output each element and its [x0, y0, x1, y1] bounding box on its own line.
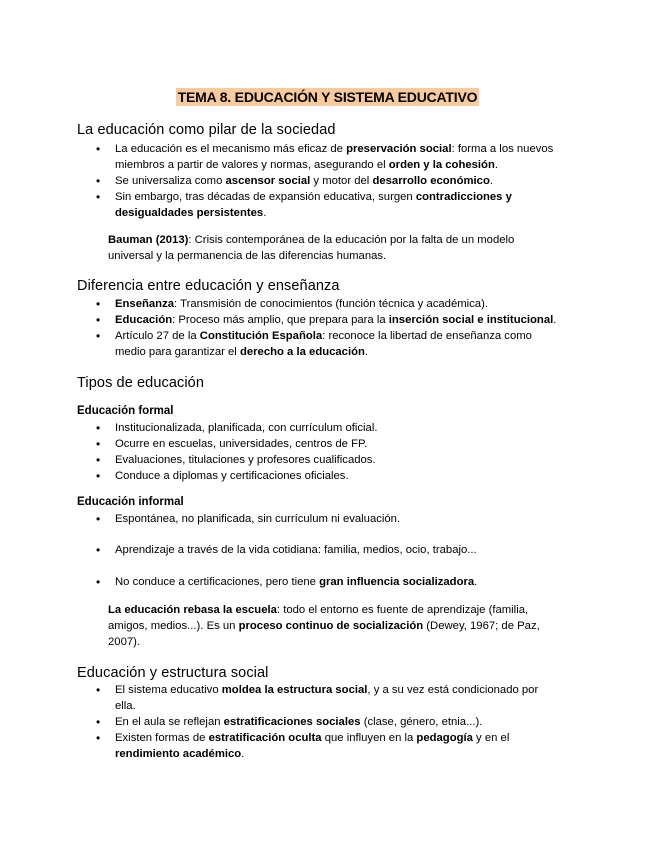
list-item: • Enseñanza: Transmisión de conocimientos (función técnica y académica). [77, 296, 577, 312]
section-estructura-list [77, 682, 577, 762]
list-item: • Artículo 27 de la Constitución Española: reconoce la libertad de enseñanza como medio para garantizar el derecho a la educación. [77, 328, 577, 360]
rebasa-note: La educación rebasa la escuela: todo el entorno es fuente de aprendizaje (familia, amigos, medios...). Es un proceso continuo de socialización (Dewey, 1967; de Paz, 2007). [108, 604, 540, 648]
formal-list [77, 420, 577, 484]
list-item: • No conduce a certificaciones, pero tiene gran influencia socializadora. [77, 574, 577, 590]
list-item: • Evaluaciones, titulaciones y profesores cualificados. [77, 452, 577, 468]
section-heading-tipos: Tipos de educación [77, 375, 205, 391]
subheading-informal: Educación informal [77, 496, 184, 508]
list-item: • Conduce a diplomas y certificaciones oficiales. [77, 468, 577, 484]
list-item: • Ocurre en escuelas, universidades, centros de FP. [77, 436, 577, 452]
list-item: • Espontánea, no planificada, sin currículum ni evaluación. [77, 511, 577, 527]
section-heading-diferencia: Diferencia entre educación y enseñanza [77, 278, 340, 294]
section-heading-estructura: Educación y estructura social [77, 665, 269, 681]
bauman-note: Bauman (2013): Crisis contemporánea de la educación por la falta de un modelo universal y la permanencia de las diferencias humanas. [108, 234, 515, 262]
list-item: • Sin embargo, tras décadas de expansión educativa, surgen contradicciones y desigualdades persistentes. [77, 189, 577, 221]
list-item: • El sistema educativo moldea la estructura social, y a su vez está condicionado por ella. [77, 682, 577, 714]
document-title: TEMA 8. EDUCACIÓN Y SISTEMA EDUCATIVO [177, 89, 478, 105]
section-diferencia-list [77, 296, 577, 360]
list-item: • Se universaliza como ascensor social y motor del desarrollo económico. [77, 173, 577, 189]
list-item: • Institucionalizada, planificada, con currículum oficial. [77, 420, 577, 436]
informal-list-1 [77, 511, 577, 527]
subheading-formal: Educación formal [77, 405, 174, 417]
list-item: • En el aula se reflejan estratificaciones sociales (clase, género, etnia...). [77, 714, 577, 730]
list-item: • Aprendizaje a través de la vida cotidiana: familia, medios, ocio, trabajo... [77, 542, 577, 558]
informal-list-2 [77, 542, 577, 558]
informal-list-3 [77, 574, 577, 590]
list-item: • Educación: Proceso más amplio, que prepara para la inserción social e institucional. [77, 312, 577, 328]
section-heading-pilar: La educación como pilar de la sociedad [77, 122, 336, 138]
section-pilar-list [77, 141, 577, 221]
list-item: • Existen formas de estratificación oculta que influyen en la pedagogía y en el rendimiento académico. [77, 730, 577, 762]
list-item: • La educación es el mecanismo más eficaz de preservación social: forma a los nuevos miembros a partir de valores y normas, asegurando el orden y la cohesión. [77, 141, 577, 173]
